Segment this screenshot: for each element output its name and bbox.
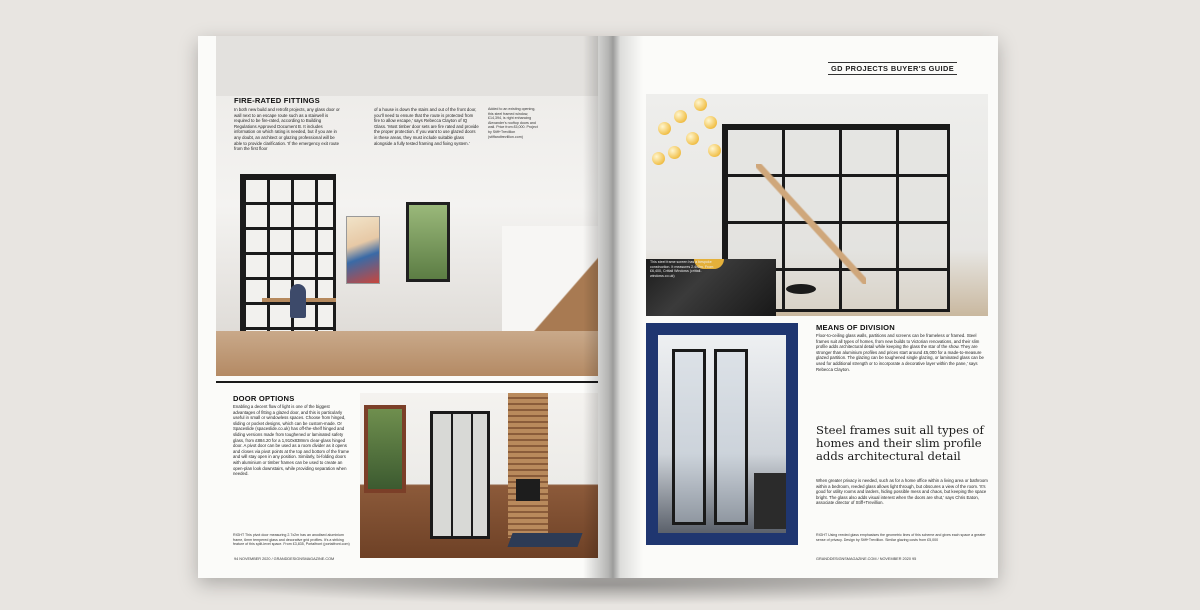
bar-stool xyxy=(786,284,816,294)
door-options-body: Enabling a decent flow of light is one of the biggest advantages of fitting a glazed door, and this is particularly useful in small or windowless spaces. Choose from hinged, sliding or pocket designs, which can be custom-made. Or Spaceslide (spaceslide.co.uk) has off-the-shelf hinged and sliding versions made from toughened or laminated safety glass, from £884.20 for a 1,910x838mm clear-glass hinged door. A pivot door can be used as a room divider as it opens and closes via pivot points at the top and bottom of the frame and will stay open in any position. Similarly, bi-folding doors with aluminium or timber frames can be used to create an open-plan look downstairs, while providing separation when needed. xyxy=(233,404,350,477)
pendant-light xyxy=(686,132,699,145)
steel-screen-caption: This steel frame screen has a bespoke construction. It measures 2.4x2m. From £6,400, Crittall Windows (crittall-windows.co.uk) xyxy=(650,260,714,278)
reeded-glass-caption: RIGHT Using reeded glass emphasises the geometric lines of this scheme and gives each space a greater sense of privacy. Design by Stiff+Trevillion. Similar glazing costs from £5,000 xyxy=(816,533,986,542)
glass-door-left xyxy=(672,349,706,525)
ceiling xyxy=(216,36,598,96)
vanity-unit xyxy=(754,473,786,529)
glass-door-right xyxy=(714,349,748,525)
pivot-door-photo xyxy=(360,393,598,558)
right-page xyxy=(598,36,998,578)
fire-rated-heading: FIRE-RATED FITTINGS xyxy=(234,96,320,105)
steel-screen-photo xyxy=(646,94,988,316)
means-of-division-body: Floor-to-ceiling glass walls, partitions and screens can be frameless or framed. Steel frames suit all types of homes, from new builds to Victorian renovations, and their slim profile adds architectural detail while keeping the glass the star of the show. They are stronger than aluminium profiles and prices start around £5,000 for a made-to-measure glazed partition. The glazing can be toughened single glazing, or laminated glass can be used for additional strength or to incorporate a decorative layer within the pane,' says Rebecca Clayton. xyxy=(816,333,984,372)
pendant-light xyxy=(704,116,717,129)
fire-rated-body-col2: of a house is down the stairs and out of the front door, you'll need to ensure that the route is protected from fire to allow escape,' says Rebecca Clayton of IQ Glass. 'Most timber door sets are fire rated and provide the proper protection. If you want to use glazed doors in these areas, they must include suitable glass alongside a fully tested framing and fixing system.' xyxy=(374,107,479,146)
pendant-light xyxy=(694,98,707,111)
reeded-glass-photo xyxy=(646,323,798,545)
pivot-door xyxy=(430,411,490,539)
garden-window xyxy=(406,202,450,282)
fire-rated-body-col1: In both new build and retrofit projects, any glass door or wall next to an escape route such as a stairwell is required to be fire-rated, according to Building Regulations Approved Document B. It includes information on which rating is needed, but if you are in any doubt, an architect or glazing professional will be able to provide clarification. 'If the emergency exit route from the first floor xyxy=(234,107,340,152)
staircase xyxy=(502,226,598,336)
wall-poster xyxy=(346,216,380,284)
left-page xyxy=(198,36,598,578)
pull-quote: Steel frames suit all types of homes and their slim profile adds architectural detail xyxy=(816,423,984,463)
door-options-heading: DOOR OPTIONS xyxy=(233,394,295,403)
rug xyxy=(507,533,582,547)
section-divider xyxy=(216,381,598,383)
left-footer: 94 NOVEMBER 2020 / GRANDDESIGNSMAGAZINE.COM xyxy=(234,557,335,561)
pendant-light xyxy=(708,144,721,157)
buyers-guide-label: GD PROJECTS BUYER'S GUIDE xyxy=(828,62,957,75)
wood-floor xyxy=(216,331,598,376)
magazine-spread xyxy=(198,36,998,578)
pendant-light xyxy=(668,146,681,159)
brick-fireplace xyxy=(508,393,548,538)
fire-box xyxy=(516,479,540,501)
means-of-division-heading: MEANS OF DIVISION xyxy=(816,323,895,332)
privacy-body: When greater privacy is needed, such as for a home office within a living area or bathroom within a bedroom, reeded glass allows light through, but obscures a view of the room. 'It's good for utility rooms and larders, hiding possible mess and chaos, but keeping the space bright. The glass also adds visual interest when the doors are shut,' says Chris Eaton, associate director of Stiff+Trevillion. xyxy=(816,478,988,506)
bathroom-interior xyxy=(658,335,786,533)
pendant-light xyxy=(658,122,671,135)
steel-framed-window xyxy=(240,174,336,352)
person-at-desk xyxy=(290,284,306,318)
hallway-photo xyxy=(216,36,598,376)
fire-rated-caption: Added to an existing opening, this steel framed window, £14,394, is right enhancing Alexander's rooftop doors and wall. Price from £5,000. Project by Stiff+Trevillion (stiffandtrevillion.com) xyxy=(488,107,538,139)
right-footer: GRANDDESIGNSMAGAZINE.COM / NOVEMBER 2020 95 xyxy=(816,557,917,561)
pendant-light xyxy=(674,110,687,123)
exterior-window xyxy=(364,405,406,493)
door-options-caption: RIGHT This pivot door measuring 2.7x2m has an anodised aluminium frame, 6mm tempered glass and decorative grid profiles. It's a striking feature of this split-level space. From £3,835, Portalfront (portalfront.com) xyxy=(233,533,350,547)
pendant-light xyxy=(652,152,665,165)
